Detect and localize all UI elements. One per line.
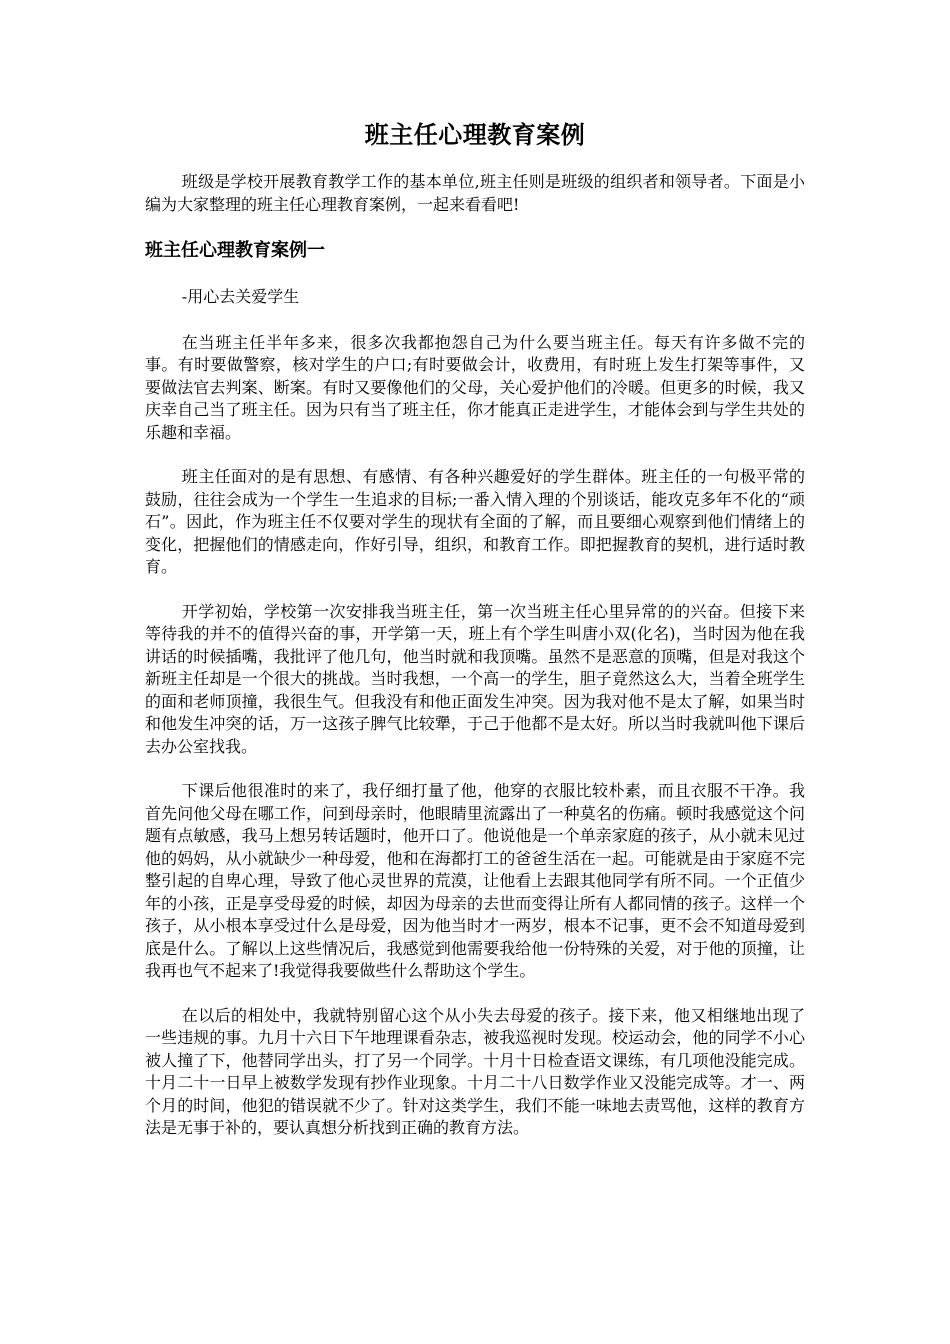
body-paragraph: 开学初始，学校第一次安排我当班主任，第一次当班主任心里异常的的兴奋。但接下来等待我的并不的值得兴奋的事，开学第一天，班上有个学生叫唐小双(化名)，当时因为他在我讲话的时候插嘴，我批评了他几句，他当时就和我顶嘴。虽然不是恶意的顶嘴，但是对我这个新班主任却是一个很大的挑战。当时我想，一个高一的学生，胆子竟然这么大，当着全班学生的面和老师顶撞，我很生气。但我没有和他正面发生冲突。因为我对他不是太了解，如果当时和他发生冲突的话，万一这孩子脾气比较犟，于己于他都不是太好。所以当时我就叫他下课后去办公室找我。 [145, 601, 805, 756]
body-paragraph: 班主任面对的是有思想、有感情、有各种兴趣爱好的学生群体。班主任的一句极平常的鼓励，往往会成为一个学生一生追求的目标;一番入情入理的个别谈话，能攻克多年不化的“顽石”。因此，作为班主任不仅要对学生的现状有全面的了解，而且要细心观察到他们情绪上的变化，把握他们的情感走向，作好引导，组织，和教育工作。即把握教育的契机，进行适时教育。 [145, 467, 805, 576]
document-page [145, 113, 805, 1162]
document-title: 班主任心理教育案例 [364, 121, 586, 149]
section-subtitle: -用心去关爱学生 [181, 287, 300, 306]
intro-paragraph: 班级是学校开展教育教学工作的基本单位,班主任则是班级的组织者和领导者。下面是小编为大家整理的班主任心理教育案例，一起来看看吧! [145, 172, 805, 214]
section-heading: 班主任心理教育案例一 [145, 240, 325, 261]
body-paragraph: 在以后的相处中，我就特别留心这个从小失去母爱的孩子。接下来，他又相继地出现了一些违规的事。九月十六日下午地理课看杂志，被我巡视时发现。校运动会，他的同学不小心被人撞了下，他替同学出头，打了另一个同学。十月十日检查语文课练，有几项他没能完成。十月二十一日早上被数学发现有抄作业现象。十月二十八日数学作业又没能完成等。才一、两个月的时间，他犯的错误就不少了。针对这类学生，我们不能一味地去责骂他，这样的教育方法是无事于补的，要认真想分析找到正确的教育方法。 [145, 1005, 805, 1137]
body-paragraph: 在当班主任半年多来，很多次我都抱怨自己为什么要当班主任。每天有许多做不完的事。有时要做警察，核对学生的户口;有时要做会计，收费用，有时班上发生打架等事件，又要做法官去判案、断案。有时又要像他们的父母，关心爱护他们的冷暖。但更多的时候，我又庆幸自己当了班主任。因为只有当了班主任，你才能真正走进学生，才能体会到与学生共处的乐趣和幸福。 [145, 332, 805, 442]
body-paragraph: 下课后他很准时的来了，我仔细打量了他，他穿的衣服比较朴素，而且衣服不干净。我首先问他父母在哪工作，问到母亲时，他眼睛里流露出了一种莫名的伤痛。顿时我感觉这个问题有点敏感，我马上想另转话题时，他开口了。他说他是一个单亲家庭的孩子，从小就未见过他的妈妈，从小就缺少一种母爱，他和在海都打工的爸爸生活在一起。可能就是由于家庭不完整引起的自卑心理，导致了他心灵世界的荒漠，让他看上去跟其他同学有所不同。一个正值少年的小孩，正是享受母爱的时候，却因为母亲的去世而变得让所有人都同情的孩子。这样一个孩子，从小根本享受过什么是母爱，因为他当时才一两岁，根本不记事，更不会不知道母爱到底是什么。了解以上这些情况后，我感觉到他需要我给他一份特殊的关爱，对于他的顶撞，让我再也气不起来了!我觉得我要做些什么帮助这个学生。 [145, 781, 805, 980]
